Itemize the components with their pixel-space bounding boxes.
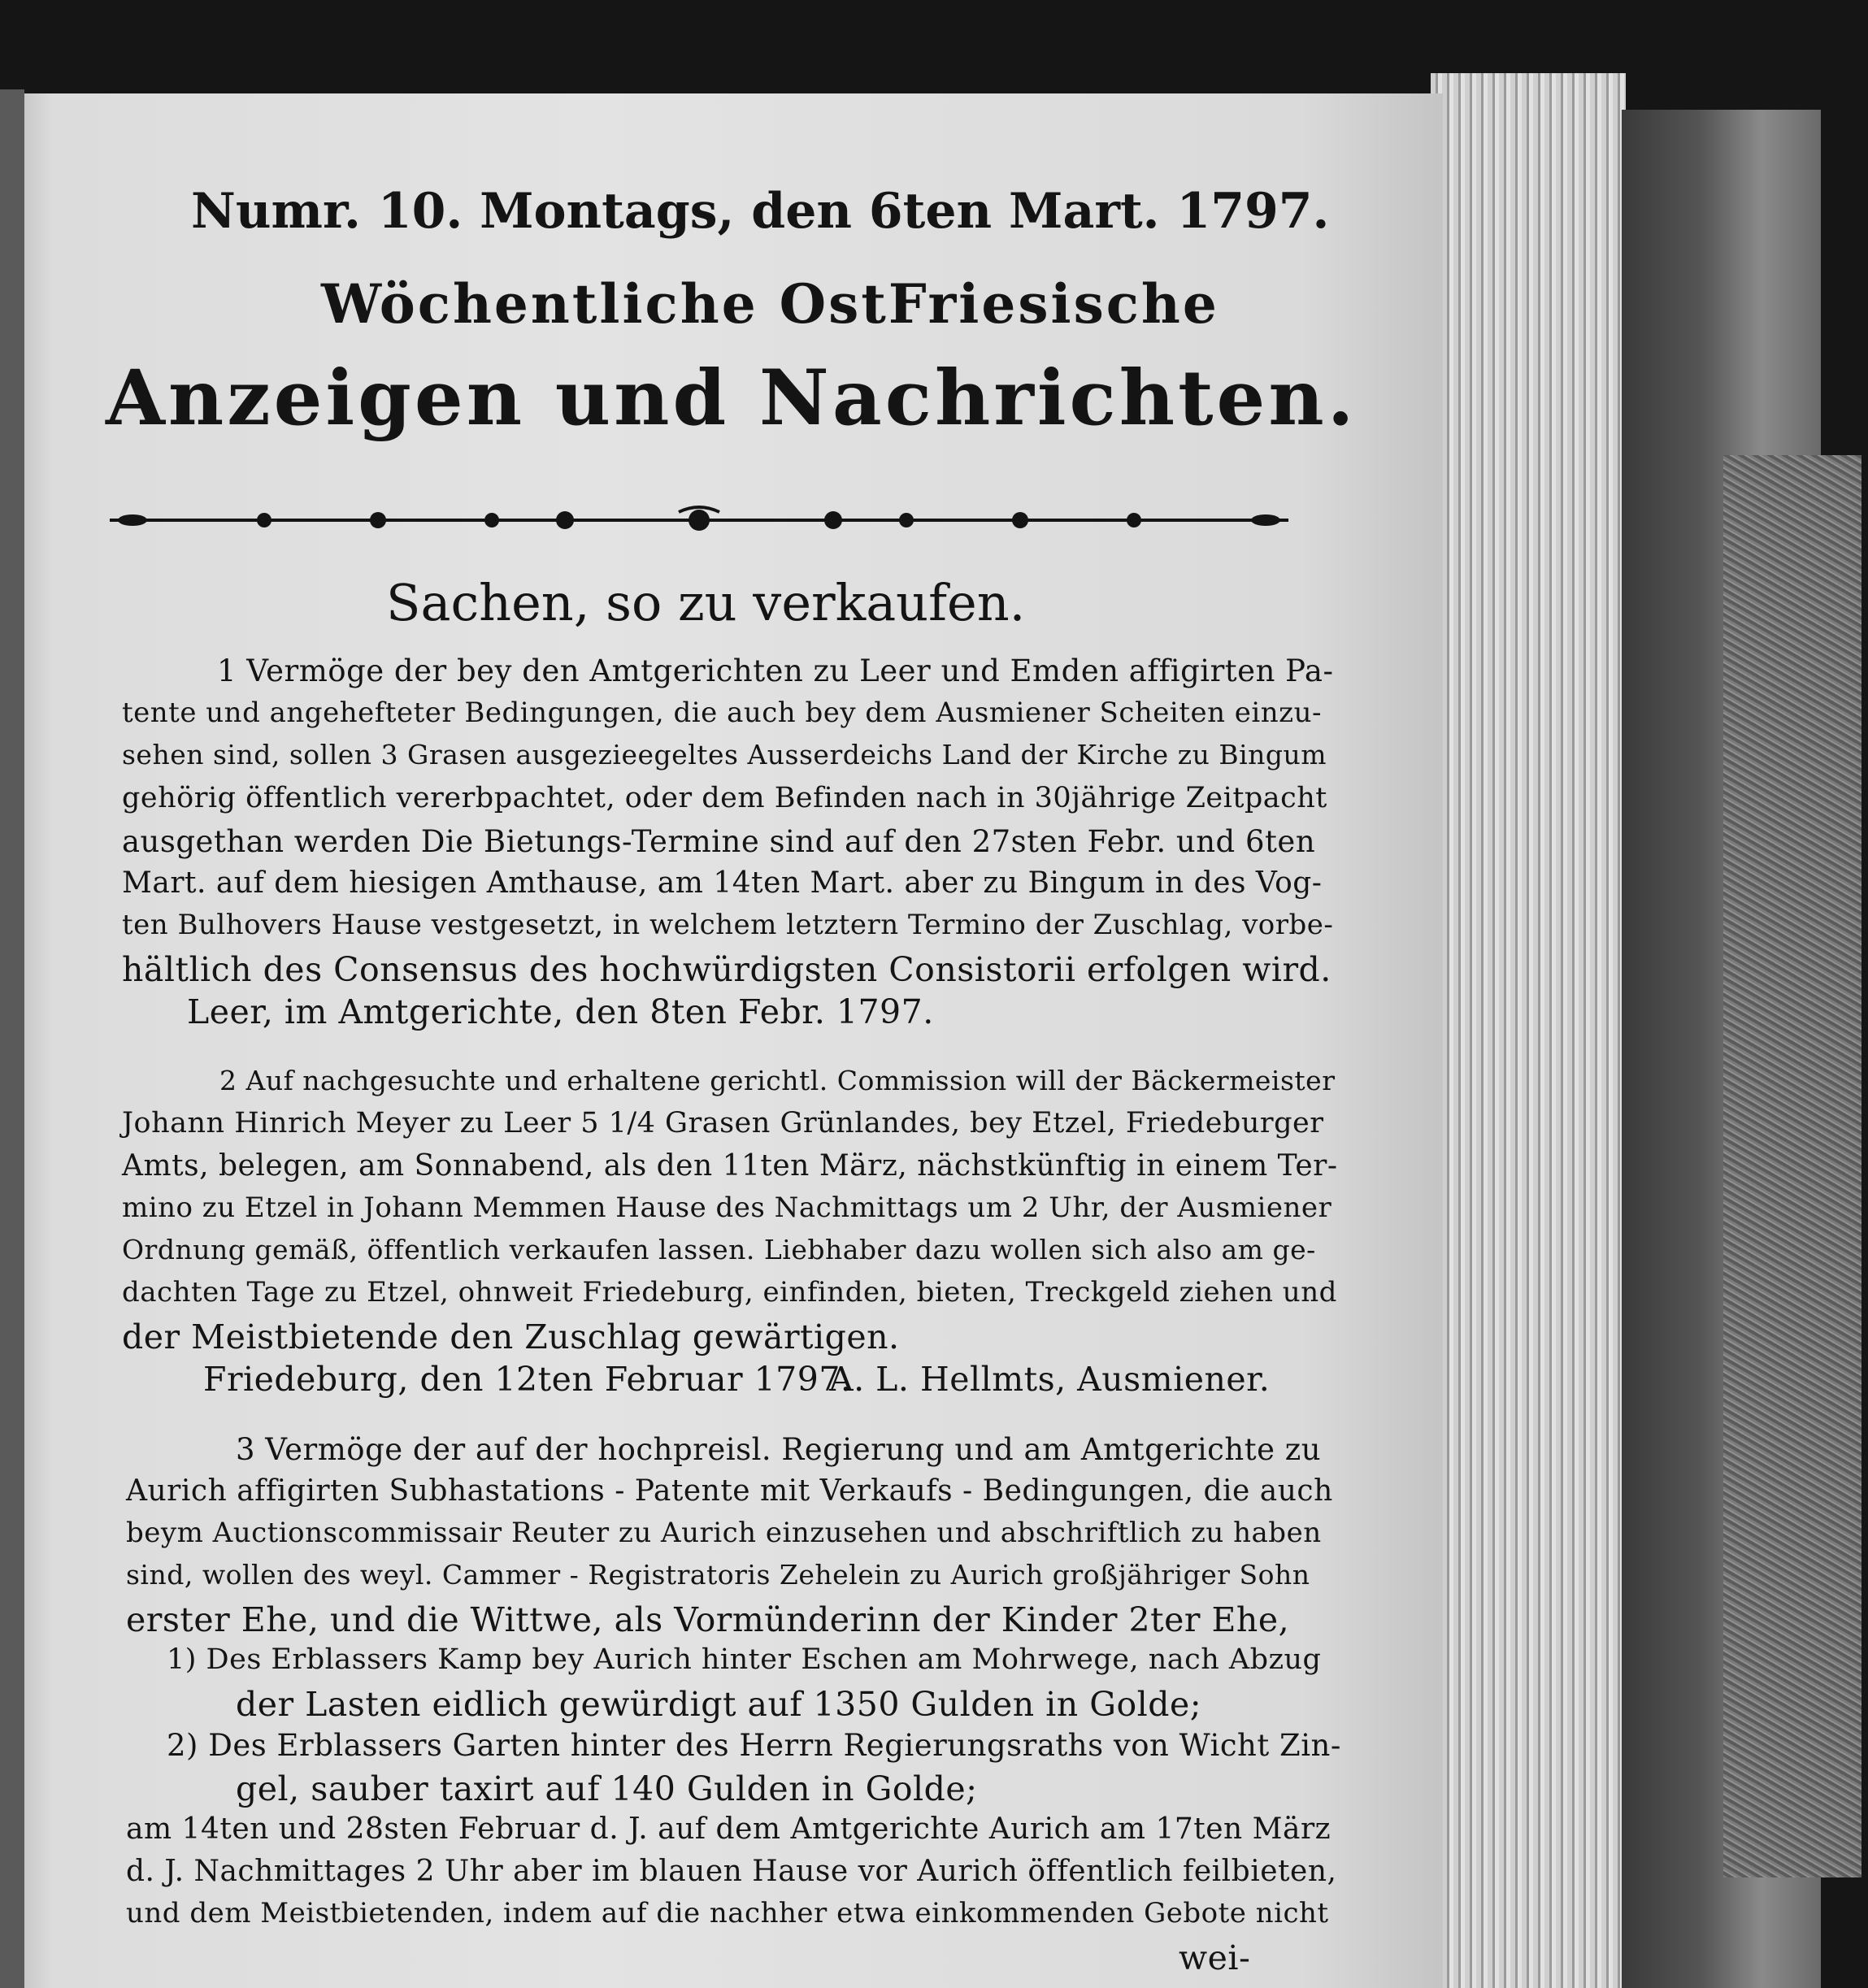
notice-3-line: sind, wollen des weyl. Cammer - Registratoris Zehelein zu Aurich großjähriger Sohn: [126, 1559, 1310, 1591]
ornament-rule: [110, 504, 1288, 536]
catchword: wei-: [1179, 1938, 1251, 1977]
notice-2-line: 2 Auf nachgesuchte und erhaltene gerichtl. Commission will der Bäckermeister: [219, 1065, 1336, 1096]
notice-1-place-date: Leer, im Amtgerichte, den 8ten Febr. 1797.: [187, 992, 934, 1031]
newspaper-page: [24, 93, 1443, 1988]
notice-3-line: 1) Des Erblassers Kamp bey Aurich hinter Eschen am Mohrwege, nach Abzug: [167, 1643, 1322, 1676]
notice-1-line: sehen sind, sollen 3 Grasen ausgezieegeltes Ausserdeichs Land der Kirche zu Bingum: [122, 739, 1327, 770]
notice-3-line: gel, sauber taxirt auf 140 Gulden in Golde;: [236, 1769, 978, 1808]
notice-3-line: 2) Des Erblassers Garten hinter des Herrn Regierungsraths von Wicht Zin-: [167, 1728, 1341, 1763]
notice-2-line: mino zu Etzel in Johann Memmen Hause des Nachmittags um 2 Uhr, der Ausmiener: [122, 1191, 1332, 1224]
page-edges: [1431, 73, 1626, 1988]
notice-3-line: am 14ten und 28sten Februar d. J. auf dem Amtgerichte Aurich am 17ten März: [126, 1812, 1331, 1846]
notice-3-line: der Lasten eidlich gewürdigt auf 1350 Gulden in Golde;: [236, 1685, 1202, 1724]
notice-2-line: dachten Tage zu Etzel, ohnweit Friedeburg, einfinden, bieten, Treckgeld ziehen und: [122, 1276, 1337, 1309]
notice-1-line: tente und angehefteter Bedingungen, die auch bey dem Ausmiener Scheiten einzu-: [122, 697, 1322, 729]
notice-1-line: 1 Vermöge der bey den Amtgerichten zu Leer und Emden affigirten Pa-: [217, 653, 1334, 688]
paper-name: Anzeigen und Nachrichten.: [106, 354, 1358, 443]
notice-3-line: 3 Vermöge der auf der hochpreisl. Regierung und am Amtgerichte zu: [236, 1432, 1322, 1467]
book-left-edge: [0, 89, 24, 1988]
notice-3-line: und dem Meistbietenden, indem auf die nachher etwa einkommenden Gebote nicht: [126, 1897, 1329, 1929]
notice-3-line: Aurich affigirten Subhastations - Patente mit Verkaufs - Bedingungen, die auch: [126, 1474, 1333, 1508]
notice-1-line: ten Bulhovers Hause vestgesetzt, in welchem letztern Termino der Zuschlag, vorbe-: [122, 909, 1334, 941]
notice-1-line: gehörig öffentlich vererbpachtet, oder dem Befinden nach in 30jährige Zeitpacht: [122, 782, 1327, 814]
notice-3-line: beym Auctionscommissair Reuter zu Aurich einzusehen und abschriftlich zu haben: [126, 1517, 1322, 1549]
notice-2-line: Ordnung gemäß, öffentlich verkaufen lassen. Liebhaber dazu wollen sich also am ge-: [122, 1234, 1316, 1265]
notice-2-signature: A. L. Hellmts, Ausmiener.: [829, 1360, 1271, 1399]
notice-1-line: ausgethan werden Die Bietungs-Termine sind auf den 27sten Febr. und 6ten: [122, 824, 1316, 859]
notice-1-line: hältlich des Consensus des hochwürdigsten Consistorii erfolgen wird.: [122, 950, 1331, 989]
notice-2-line: Johann Hinrich Meyer zu Leer 5 1/4 Grasen Grünlandes, bey Etzel, Friedeburger: [122, 1107, 1324, 1139]
notice-2-line: Amts, belegen, am Sonnabend, als den 11ten März, nächstkünftig in einem Ter-: [122, 1149, 1338, 1183]
notice-1-line: Mart. auf dem hiesigen Amthause, am 14ten Mart. aber zu Bingum in des Vog-: [122, 866, 1323, 900]
paper-title-line: Wöchentliche OstFriesische: [321, 272, 1219, 336]
notice-3-line: erster Ehe, und die Wittwe, als Vormünderinn der Kinder 2ter Ehe,: [126, 1600, 1290, 1639]
notice-2-place-date: Friedeburg, den 12ten Februar 1797.: [203, 1360, 852, 1399]
notice-3-line: d. J. Nachmittages 2 Uhr aber im blauen Hause vor Aurich öffentlich feilbieten,: [126, 1855, 1337, 1888]
spine-binding: [1723, 455, 1861, 1877]
section-heading: Sachen, so zu verkaufen.: [386, 573, 1026, 632]
notice-2-line: der Meistbietende den Zuschlag gewärtigen.: [122, 1317, 900, 1356]
issue-line: Numr. 10. Montags, den 6ten Mart. 1797.: [191, 183, 1330, 240]
